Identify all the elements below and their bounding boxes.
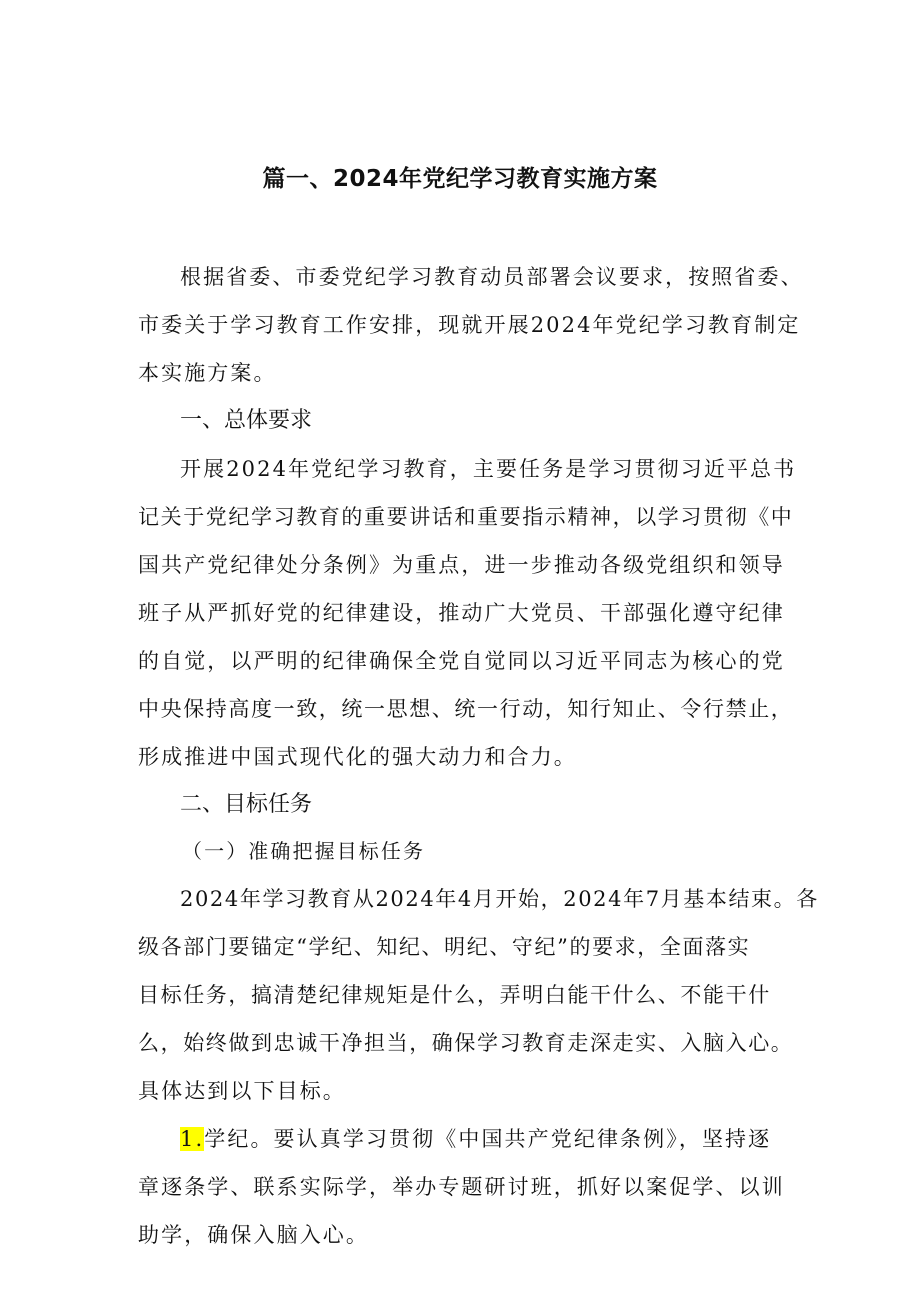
section1-line-1: 开展2024年党纪学习教育，主要任务是学习贯彻习近平总书: [180, 457, 797, 481]
item-1-line-1: [180, 1124, 771, 1154]
section-heading-overall-requirements: 一、总体要求: [180, 408, 313, 433]
item-1-line-3: 助学，确保入脑入心。: [138, 1223, 369, 1247]
section1-line-6: 中央保持高度一致，统一思想、统一行动，知行知止、令行禁止，: [138, 697, 794, 721]
section2-line-5: 具体达到以下目标。: [138, 1079, 346, 1103]
intro-line-3: 本实施方案。: [138, 361, 277, 385]
section1-line-4: 班子从严抓好党的纪律建设，推动广大党员、干部强化遵守纪律: [138, 601, 785, 625]
section1-line-2: 记关于党纪学习教育的重要讲话和重要指示精神，以学习贯彻《中: [138, 505, 794, 529]
section-heading-goals-tasks: 二、目标任务: [180, 792, 313, 817]
item-1-text: 学纪。要认真学习贯彻《中国共产党纪律条例》，坚持逐: [204, 1127, 772, 1151]
intro-line-1: 根据省委、市委党纪学习教育动员部署会议要求，按照省委、: [180, 265, 804, 289]
section2-line-2: 级各部门要锚定“学纪、知纪、明纪、守纪”的要求，全面落实: [138, 935, 751, 959]
highlighted-item-number: 1.: [180, 1127, 205, 1151]
section2-line-4: 么，始终做到忠诚干净担当，确保学习教育走深走实、入脑入心。: [138, 1031, 794, 1055]
section2-line-1: 2024年学习教育从2024年4月开始，2024年7月基本结束。各: [180, 887, 819, 911]
subsection-heading: （一）准确把握目标任务: [182, 839, 426, 863]
item-1-line-2: 章逐条学、联系实际学，举办专题研讨班，抓好以案促学、以训: [138, 1175, 785, 1199]
section1-line-3: 国共产党纪律处分条例》为重点，进一步推动各级党组织和领导: [138, 553, 785, 577]
intro-line-2: 市委关于学习教育工作安排，现就开展2024年党纪学习教育制定: [138, 313, 801, 337]
document-title: 篇一、2024年党纪学习教育实施方案: [262, 166, 658, 192]
section2-line-3: 目标任务，搞清楚纪律规矩是什么，弄明白能干什么、不能干什: [138, 983, 771, 1007]
section1-line-5: 的自觉，以严明的纪律确保全党自觉同以习近平同志为核心的党: [138, 649, 785, 673]
section1-line-7: 形成推进中国式现代化的强大动力和合力。: [138, 745, 577, 769]
